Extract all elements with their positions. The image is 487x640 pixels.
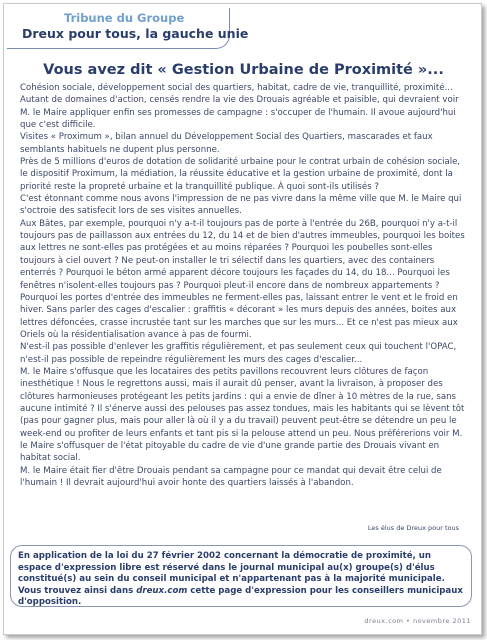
page-footer: dreux.com • novembre 2011: [364, 617, 471, 625]
paragraph: Près de 5 millions d'euros de dotation de solidarité urbaine pour le contrat urbain de cohésion sociale, le dispositif Proximum, la médiation, la réussite éducative et la gestion urbaine de proximité, dont la priorité reste la propreté urbaine et la tranquillité publique. À quoi sont-ils utilisés ?: [20, 157, 461, 192]
group-header-label: Tribune du Groupe: [64, 11, 185, 25]
group-name: Dreux pour tous, la gauche unie: [22, 26, 249, 41]
legal-notice-text-end: cette page d'expression pour les conseillers municipaux d'opposition.: [18, 585, 463, 608]
paragraph: C'est étonnant comme nous avons l'impression de ne pas vivre dans la même ville que M. le Maire qui s'octroie des satisfecit lors de ses visites annuelles.: [20, 194, 462, 217]
article-title: Vous avez dit « Gestion Urbaine de Proximité »...: [43, 62, 444, 78]
article-signature: Les élus de Dreux pour tous: [367, 524, 459, 532]
paragraph: Visites « Proximum », bilan annuel du Développement Social des Quartiers, mascarades et faux semblants habituels ne dupent plus personne.: [20, 132, 433, 155]
paragraph: M. le Maire était fier d'être Drouais pendant sa campagne pour ce mandat qui devait être celui de l'humain ! Il devrait aujourd'hui avoir honte des quartiers laissés à l'abandon.: [20, 465, 442, 488]
article-body: [20, 82, 468, 489]
legal-notice-text: En application de la loi du 27 février 2002 concernant la démocratie de proximité, un espace d'expression libre est réservé dans le journal municipal au(x) groupe(s) d'élus constitué(s) au sein du conseil municipal et n'appartenant pas à la majorité municipale. Vous trouvez ainsi dans: [18, 551, 445, 596]
legal-notice: [18, 551, 466, 609]
paragraph: Autant de domaines d'action, censés rendre la vie des Drouais agréable et paisible, qui devraient voir M. le Maire appliquer enfin ses promesses de campagne : s'occuper de l'humain. Il avoue aujourd'hui que c'est difficile.: [20, 95, 459, 131]
paragraph: Aux Bâtes, par exemple, pourquoi n'y a-t-il toujours pas de porte à l'entrée du 26B, pourquoi n'y a-t-il toujours pas de paillasson aux entrées du 12, du 14 et de bien d'autres immeubles, pourquoi les boites aux lettres ne sont-elles pas protégées et au moins réparées ? Pourquoi les poubelles sont-elles toujours à ciel ouvert ? Ne peut-on installer le tri sélectif dans les quartiers, avec des containers enterrés ? Pourquoi le béton armé apparent décore toujours les façades du 14, du 18... Pourquoi les fenêtres n'isolent-elles toujours pas ? Pourquoi pleut-il encore dans de nombreux appartements ? Pourquoi les portes d'entrée des immeubles ne ferment-elles pas, laissant entrer le vent et le froid en hiver. Sans parler des cages d'escalier : graffitis « décorant » les murs depuis des années, boites aux lettres défoncées, crasse incrustée tant sur les marches que sur les murs... Et ce n'est pas mieux aux Oriels où la résidentialisation avance à pas de fourmi.: [20, 218, 465, 340]
legal-notice-site: dreux.com: [136, 585, 188, 596]
paragraph: Cohésion sociale, développement social des quartiers, habitat, cadre de vie, tranquillité, proximité...: [20, 83, 453, 93]
paragraph: M. le Maire s'offusque que les locataires des petits pavillons recouvrent leurs clôtures de façon inesthétique ! Nous le regrettons aussi, mais il aurait dû penser, avant la livraison, à proposer des clôtures harmonieuses protégeant les petits jardins : qui a envie de dîner à 10 mètres de la rue, sans aucune intimité ? Il s'énerve aussi des pelouses pas assez tondues, mais les habitants qui se lèvent tôt (pas pour gagner plus, mais pour aller là où il y a du travail) peuvent peut-être se détendre un peu le week-end ou profiter de leurs enfants et tant pis si la pelouse attend un peu. Nous préférerions voir M. le Maire s'offusquer de l'état pitoyable du cadre de vie d'une grande partie des Drouais vivant en habitat social.: [20, 366, 465, 464]
paragraph: N'est-il pas possible d'enlever les graffitis régulièrement, et pas seulement ceux qui touchent l'OPAC, n'est-il pas possible de repeindre régulièrement les murs des cages d'escalier...: [20, 342, 457, 365]
